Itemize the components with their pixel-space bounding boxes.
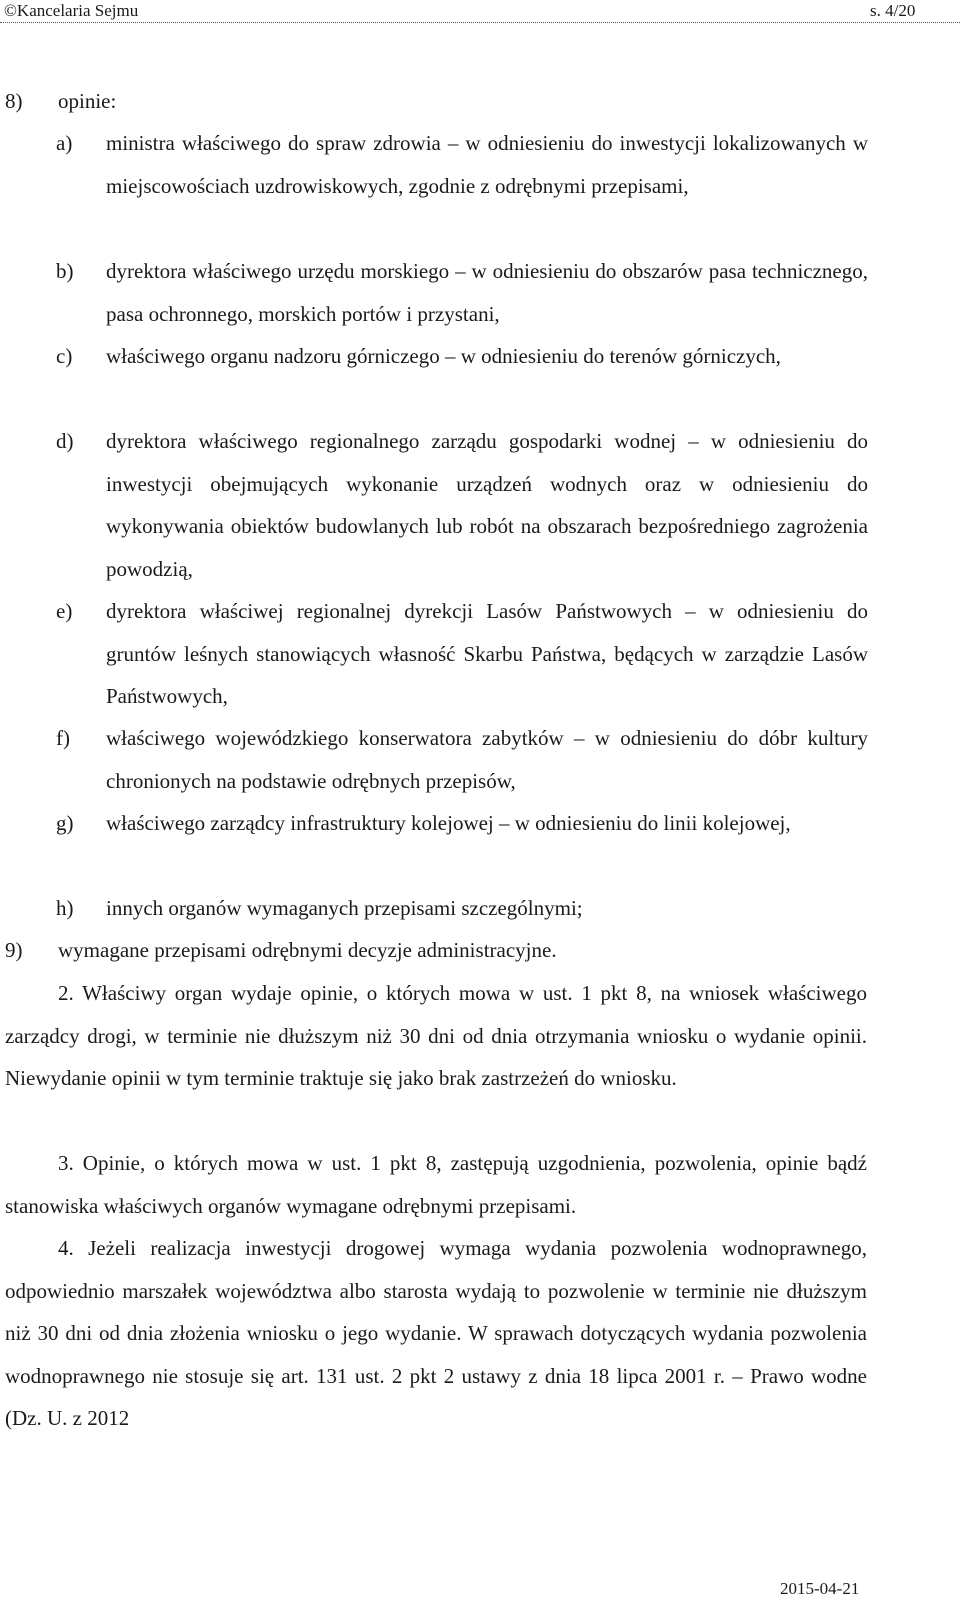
point-8-number: 8) bbox=[5, 89, 23, 113]
header-divider bbox=[0, 22, 960, 23]
item-a-text: ministra właściwego do spraw zdrowia – w odniesieniu do inwestycji lokalizowanych w miejscowościach uzdrowiskowych, zgodnie z odrębnymi przepisami, bbox=[106, 131, 868, 198]
item-f-letter: f) bbox=[56, 726, 70, 750]
item-b-text: dyrektora właściwego urzędu morskiego – w odniesieniu do obszarów pasa technicznego, pasa ochronnego, morskich portów i przystani, bbox=[106, 259, 868, 326]
point-9-number: 9) bbox=[5, 938, 23, 962]
item-a-letter: a) bbox=[56, 131, 73, 155]
item-d-text: dyrektora właściwego regionalnego zarządu gospodarki wodnej – w odniesieniu do inwestycji obejmujących wykonanie urządzeń wodnych oraz w odniesieniu do wykonywania obiektów budowlanych lub robót na obszarach bezpośredniego zagrożenia powodzią, bbox=[106, 429, 868, 581]
item-c-text: właściwego organu nadzoru górniczego – w odniesieniu do terenów górniczych, bbox=[106, 344, 781, 368]
point-8-label: opinie: bbox=[58, 89, 117, 113]
item-d-letter: d) bbox=[56, 429, 74, 453]
item-h-letter: h) bbox=[56, 896, 74, 920]
item-g-text: właściwego zarządcy infrastruktury kolejowej – w odniesieniu do linii kolejowej, bbox=[106, 811, 791, 835]
item-c-letter: c) bbox=[56, 344, 73, 368]
point-9-text: wymagane przepisami odrębnymi decyzje administracyjne. bbox=[58, 938, 557, 962]
item-e-text: dyrektora właściwej regionalnej dyrekcji Lasów Państwowych – w odniesieniu do gruntów leśnych stanowiących własność Skarbu Państwa, będących w zarządzie Lasów Państwowych, bbox=[106, 599, 868, 708]
footer-date: 2015-04-21 bbox=[780, 1579, 860, 1598]
item-g-letter: g) bbox=[56, 811, 74, 835]
header-source: ©Kancelaria Sejmu bbox=[4, 1, 139, 20]
paragraph-4: 4. Jeżeli realizacja inwestycji drogowej wymaga wydania pozwolenia wodnoprawnego, odpowiednio marszałek województwa albo starosta wydają to pozwolenie w terminie nie dłuższym niż 30 dni od dnia złożenia wniosku o jego wydanie. W sprawach dotyczących wydania pozwolenia wodnoprawnego nie stosuje się art. 131 ust. 2 pkt 2 ustawy z dnia 18 lipca 2001 r. – Prawo wodne (Dz. U. z 2012 bbox=[5, 1236, 867, 1430]
paragraph-3: 3. Opinie, o których mowa w ust. 1 pkt 8, zastępują uzgodnienia, pozwolenia, opinie bądź stanowiska właściwych organów wymagane odrębnymi przepisami. bbox=[5, 1151, 867, 1218]
item-f-text: właściwego wojewódzkiego konserwatora zabytków – w odniesieniu do dóbr kultury chronionych na podstawie odrębnych przepisów, bbox=[106, 726, 868, 793]
item-h-text: innych organów wymaganych przepisami szczególnymi; bbox=[106, 896, 583, 920]
item-e-letter: e) bbox=[56, 599, 73, 623]
item-b-letter: b) bbox=[56, 259, 74, 283]
header-page-number: s. 4/20 bbox=[870, 1, 916, 20]
paragraph-2: 2. Właściwy organ wydaje opinie, o których mowa w ust. 1 pkt 8, na wniosek właściwego zarządcy drogi, w terminie nie dłuższym niż 30 dni od dnia otrzymania wniosku o wydanie opinii. Niewydanie opinii w tym terminie traktuje się jako brak zastrzeżeń do wniosku. bbox=[5, 981, 867, 1090]
